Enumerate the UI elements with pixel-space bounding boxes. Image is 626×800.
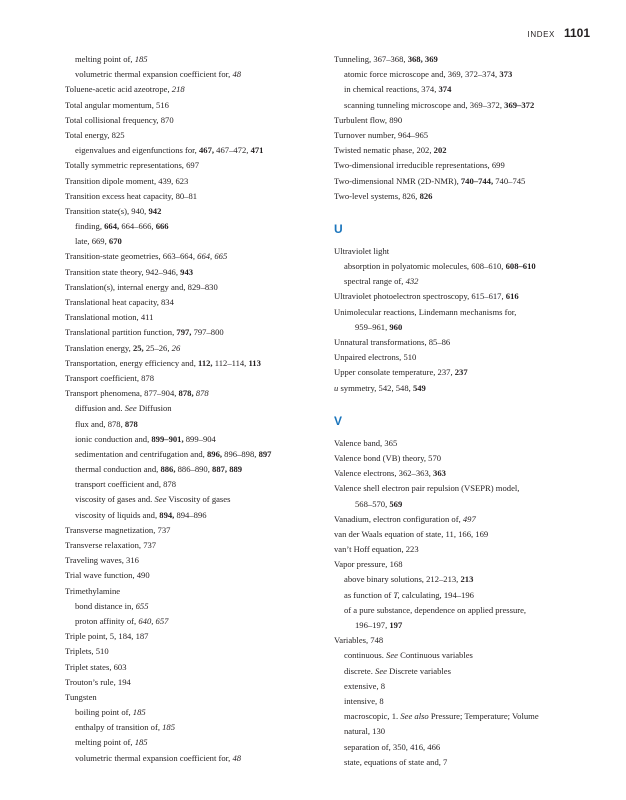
index-entry: Transport coefficient, 878 [65,372,155,383]
index-entry: Transverse magnetization, 737 [65,524,171,535]
index-subentry: boiling point of, 185 [75,707,146,718]
index-entry: Translational heat capacity, 834 [65,297,174,307]
index-entry: Valence band, 365 [334,437,398,448]
index-subentry: of a pure substance, dependence on applied pressure, [344,604,527,615]
index-subentry: 568–570, 569 [355,498,403,509]
index-entry: Transport phenomena, 877–904, 878, 878 [65,388,209,399]
index-entry: Turbulent flow, 890 [334,114,403,125]
index-entry: Vanadium, electron configuration of, 497 [334,513,476,524]
index-subentry: sedimentation and centrifugation and, 896, 896–898, 897 [75,448,272,459]
section-heading-u: U [334,221,343,236]
index-entry: Transition state(s), 940, 942 [65,205,162,216]
index-subentry: transport coefficient and, 878 [75,479,177,490]
index-entry: Two-level systems, 826, 826 [334,190,433,201]
index-subentry: diffusion and. See Diffusion [75,403,172,414]
index-entry: Two-dimensional irreducible representations, 699 [334,160,505,171]
index-entry: Trial wave function, 490 [65,570,150,581]
index-entry: Turnover number, 964–965 [334,129,429,140]
page-number: 1101 [563,26,590,40]
index-subentry: as function of T, calculating, 194–196 [344,589,474,600]
index-entry: Variables, 748 [334,635,384,646]
index-subentry: in chemical reactions, 374, 374 [344,84,452,95]
index-subentry: enthalpy of transition of, 185 [75,722,176,733]
index-entry: Twisted nematic phase, 202, 202 [334,145,447,156]
index-subentry: melting point of, 185 [75,737,148,748]
index-subentry: natural, 130 [344,726,386,737]
index-entry: Transportation, energy efficiency and, 112, 112–114, 113 [65,357,261,368]
index-subentry: melting point of, 185 [75,54,148,64]
index-entry: Valence electrons, 362–363, 363 [334,468,446,479]
index-entry: Unimolecular reactions, Lindemann mechanisms for, [334,306,517,317]
index-entry: Ultraviolet light [334,245,390,256]
index-entry: Valence bond (VB) theory, 570 [334,452,442,463]
index-entry: Total energy, 825 [65,129,125,140]
index-entry: Triple point, 5, 184, 187 [65,631,149,642]
index-entry: Transition dipole moment, 439, 623 [65,175,189,186]
index-subentry: ionic conduction and, 899–901, 899–904 [75,433,216,444]
index-subentry: discrete. See Discrete variables [344,665,451,676]
index-subentry: absorption in polyatomic molecules, 608–610, 608–610 [344,261,536,272]
page-header [528,26,591,40]
index-subentry: proton affinity of, 640, 657 [75,615,169,626]
index-subentry: spectral range of, 432 [344,276,419,287]
index-entry: Toluene-acetic acid azeotrope, 218 [65,84,185,95]
index-subentry: separation of, 350, 416, 466 [344,741,441,752]
index-subentry: thermal conduction and, 886, 886–890, 887, 889 [75,464,243,475]
index-entry: Total collisional frequency, 870 [65,114,174,125]
index-subentry: flux and, 878, 878 [75,418,138,429]
index-subentry: viscosity of gases and. See Viscosity of gases [75,494,231,505]
index-entry: Unpaired electrons, 510 [334,352,417,363]
index-entry: van der Waals equation of state, 11, 166, 169 [334,528,489,539]
index-entry: Transverse relaxation, 737 [65,540,157,550]
index-subentry: state, equations of state and, 7 [344,756,448,767]
index-entry: Two-dimensional NMR (2D-NMR), 740–744, 740–745 [334,175,526,186]
section-heading-v: V [334,413,343,428]
index-subentry: 959–961, 960 [355,321,403,332]
index-entry: Tunneling, 367–368, 368, 369 [334,54,438,64]
index-entry: Trimethylamine [65,585,121,596]
index-subentry: continuous. See Continuous variables [344,650,473,661]
index-subentry: extensive, 8 [344,680,386,691]
index-entry: Triplet states, 603 [65,661,127,672]
index-entry: Translation energy, 25, 25–26, 26 [65,342,181,353]
index-entry: Valence shell electron pair repulsion (VSEPR) model, [334,483,520,494]
index-column-right [334,52,596,770]
index-entry: van’t Hoff equation, 223 [334,544,419,555]
index-entry: Translational partition function, 797, 797–800 [65,327,224,338]
index-entry: u symmetry, 542, 548, 549 [334,382,426,393]
index-subentry: 196–197, 197 [355,620,403,630]
index-subentry: bond distance in, 655 [75,600,149,611]
index-entry: Transition state theory, 942–946, 943 [65,266,194,277]
index-entry: Total angular momentum, 516 [65,99,169,110]
index-subentry: above binary solutions, 212–213, 213 [344,574,474,585]
index-subentry: viscosity of liquids and, 894, 894–896 [75,509,207,520]
index-entry: Vapor pressure, 168 [334,559,403,570]
index-entry: Trouton’s rule, 194 [65,676,131,687]
index-entry: Upper consolate temperature, 237, 237 [334,367,468,378]
index-subentry: volumetric thermal expansion coefficient for, 48 [75,752,242,763]
index-subentry: intensive, 8 [344,695,384,706]
index-subentry: atomic force microscope and, 369, 372–374, 373 [344,69,513,80]
running-head: INDEX [527,30,555,39]
index-subentry: volumetric thermal expansion coefficient for, 48 [75,69,242,80]
index-subentry: scanning tunneling microscope and, 369–372, 369–372 [344,99,535,110]
index-subentry: late, 669, 670 [75,236,122,247]
index-entry: Transition-state geometries, 663–664, 664, 665 [65,251,228,262]
index-entry: Transition excess heat capacity, 80–81 [65,190,198,201]
index-entry: Ultraviolet photoelectron spectroscopy, 615–617, 616 [334,291,519,302]
index-entry: Translational motion, 411 [65,312,154,323]
index-entry: Traveling waves, 316 [65,555,139,566]
index-subentry: macroscopic, 1. See also Pressure; Temperature; Volume [344,711,539,722]
index-subentry: eigenvalues and eigenfunctions for, 467, 467–472, 471 [75,145,264,156]
index-entry: Totally symmetric representations, 697 [65,160,199,171]
index-subentry: finding, 664, 664–666, 666 [75,221,169,232]
index-entry: Unnatural transformations, 85–86 [334,337,451,347]
index-entry: Triplets, 510 [65,646,109,657]
index-entry: Tungsten [65,691,97,702]
index-column-left [65,52,323,766]
index-entry: Translation(s), internal energy and, 829–830 [65,281,218,292]
